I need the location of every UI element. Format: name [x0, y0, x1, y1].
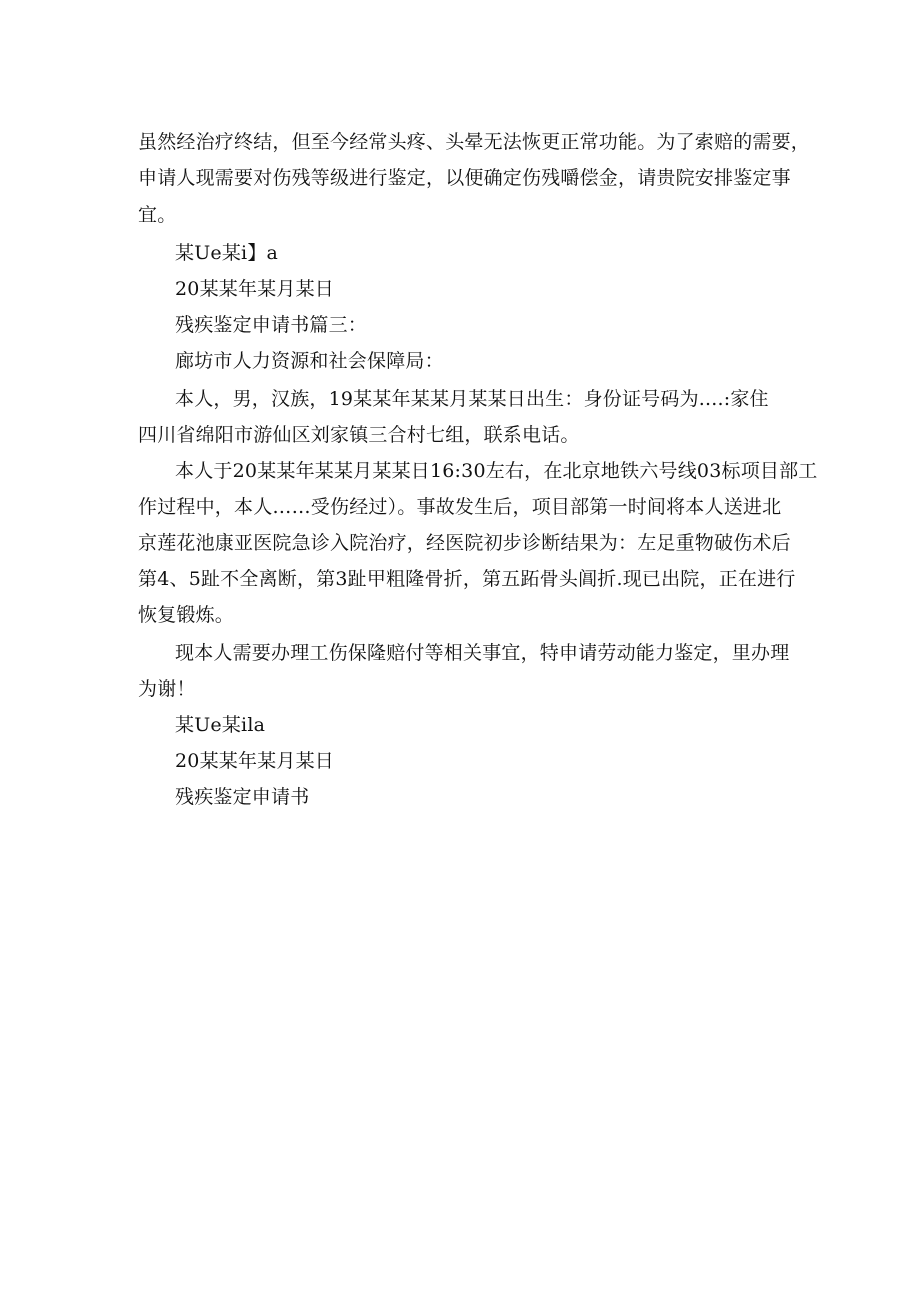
text-line: 恢复锻炼。 — [138, 604, 235, 626]
section-heading: 残疾鉴定申请书篇三： — [175, 314, 368, 336]
text-line: 第4、5趾不全离断，第3趾甲粗隆骨折，第五跖骨头阊折.现已出院，正在进行 — [138, 568, 796, 590]
addressee-line: 廊坊市人力资源和社会保障局： — [175, 350, 444, 372]
text-line: 为谢！ — [138, 678, 196, 700]
text-line: 宜。 — [138, 204, 177, 226]
title-line: 残疾鉴定申请书 — [175, 786, 310, 808]
text-line: 本人，男，汉族，19某某年某某月某某日出生：身份证号码为....:家住 — [175, 388, 769, 410]
text-line: 现本人需要办理工伤保隆赔付等相关事宜，特申请劳动能力鉴定，里办理 — [175, 642, 790, 664]
signature-line: 某Ue某i】a — [175, 242, 279, 264]
text-line: 本人于20某某年某某月某某日16:30左右，在北京地铁六号线03标项目部工 — [175, 460, 818, 482]
signature-line: 某Ue某ila — [175, 714, 266, 736]
date-line: 20某某年某月某日 — [175, 750, 334, 772]
date-line: 20某某年某月某日 — [175, 278, 334, 300]
text-line: 申请人现需要对伤残等级进行鉴定，以便确定伤残嚼偿金，请贵院安排鉴定事 — [138, 167, 791, 189]
text-line: 虽然经治疗终结，但至今经常头疼、头晕无法恢更正常功能。为了索赔的需要， — [138, 131, 811, 153]
text-line: 京莲花池康亚医院急诊入院治疗，经医院初步诊断结果为：左足重物破伤术后 — [138, 532, 791, 554]
text-line: 作过程中，本人……受伤经过）。事故发生后，项目部第一时间将本人送进北 — [138, 496, 782, 518]
text-line: 四川省绵阳市游仙区刘家镇三合村七组，联系电话。 — [138, 424, 580, 446]
